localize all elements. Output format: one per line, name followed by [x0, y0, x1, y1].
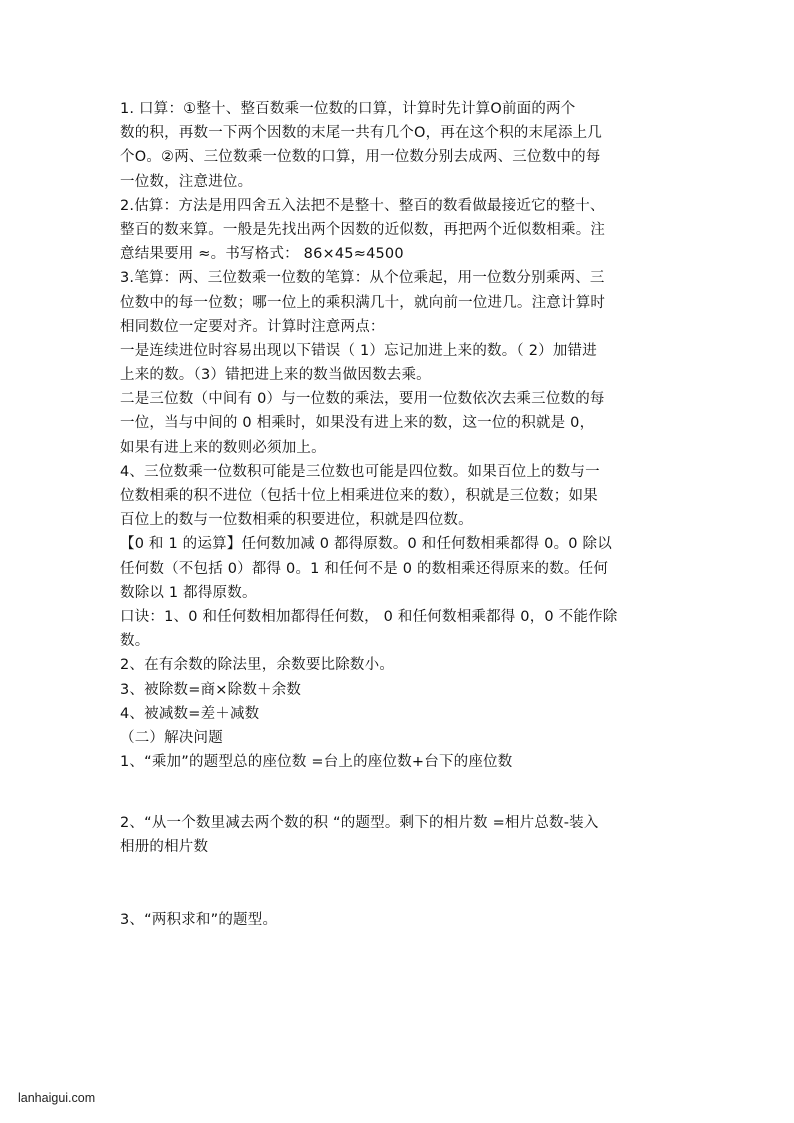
text-line: 数除以 1 都得原数。	[120, 584, 257, 601]
text-line: 2.估算：方法是用四舍五入法把不是整十、整百的数看做最接近它的整十、	[120, 197, 605, 214]
text-line: 二是三位数（中间有 0）与一位数的乘法，要用一位数依次去乘三位数的每	[120, 391, 605, 408]
text-line: 如果有进上来的数则必须加上。	[120, 439, 326, 456]
text-line: 3、“两积求和”的题型。	[120, 911, 278, 928]
text-line: 数的积，再数一下两个因数的末尾一共有几个O，再在这个积的末尾添上几	[120, 125, 603, 142]
section-heading: （二）解决问题	[120, 729, 223, 746]
text-line: 口诀：1、0 和任何数相加都得任何数， 0 和任何数相乘都得 0，0 不能作除	[120, 608, 618, 625]
text-line: 一位数，注意进位。	[120, 173, 253, 190]
text-line: 3、被除数=商×除数＋余数	[120, 681, 302, 698]
document-body	[120, 97, 680, 932]
text-line: 位数中的每一位数；哪一位上的乘积满几十，就向前一位进几。注意计算时	[120, 294, 606, 311]
text-line: 4、被减数=差＋减数	[120, 705, 260, 722]
text-line: 相同数位一定要对齐。计算时注意两点：	[120, 318, 385, 335]
text-line: 2、在有余数的除法里，余数要比除数小。	[120, 657, 395, 674]
text-line: 整百的数来算。一般是先找出两个因数的近似数，再把两个近似数相乘。注	[120, 221, 606, 238]
text-line: 2、“从一个数里减去两个数的积 “的题型。剩下的相片数 =相片总数-装入	[120, 815, 599, 832]
text-line: 1、“乘加”的题型总的座位数 =台上的座位数+台下的座位数	[120, 754, 513, 771]
text-line: 1. 口算：①整十、整百数乘一位数的口算，计算时先计算O前面的两个	[120, 101, 576, 117]
text-line: 【0 和 1 的运算】任何数加减 0 都得原数。0 和任何数相乘都得 0。0 除以	[120, 536, 612, 553]
text-line: 意结果要用 ≈。书写格式： 86×45≈4500	[120, 246, 404, 263]
text-line: 位数相乘的积不进位（包括十位上相乘进位来的数），积就是三位数；如果	[120, 488, 598, 504]
text-line: 一是连续进位时容易出现以下错误（ 1）忘记加进上来的数。（ 2）加错进	[120, 342, 597, 359]
text-line: 个O。②两、三位数乘一位数的口算，用一位数分别去成两、三位数中的每	[120, 149, 601, 166]
text-line: 相册的相片数	[120, 839, 209, 856]
text-line: 上来的数。（3）错把进上来的数当做因数去乘。	[120, 367, 431, 384]
text-line: 任何数（不包括 0）都得 0。1 和任何不是 0 的数相乘还得原来的数。任何	[120, 560, 609, 577]
text-line: 4、三位数乘一位数积可能是三位数也可能是四位数。如果百位上的数与一	[120, 463, 600, 480]
footer-site-url: lanhaigui.com	[18, 1091, 96, 1105]
text-line: 3.笔算：两、三位数乘一位数的笔算：从个位乘起，用一位数分别乘两、三	[120, 270, 605, 287]
text-line: 数。	[120, 633, 150, 650]
text-line: 百位上的数与一位数相乘的积要进位，积就是四位数。	[120, 512, 473, 529]
text-line: 一位，当与中间的 0 相乘时，如果没有进上来的数，这一位的积就是 0，	[120, 415, 595, 432]
